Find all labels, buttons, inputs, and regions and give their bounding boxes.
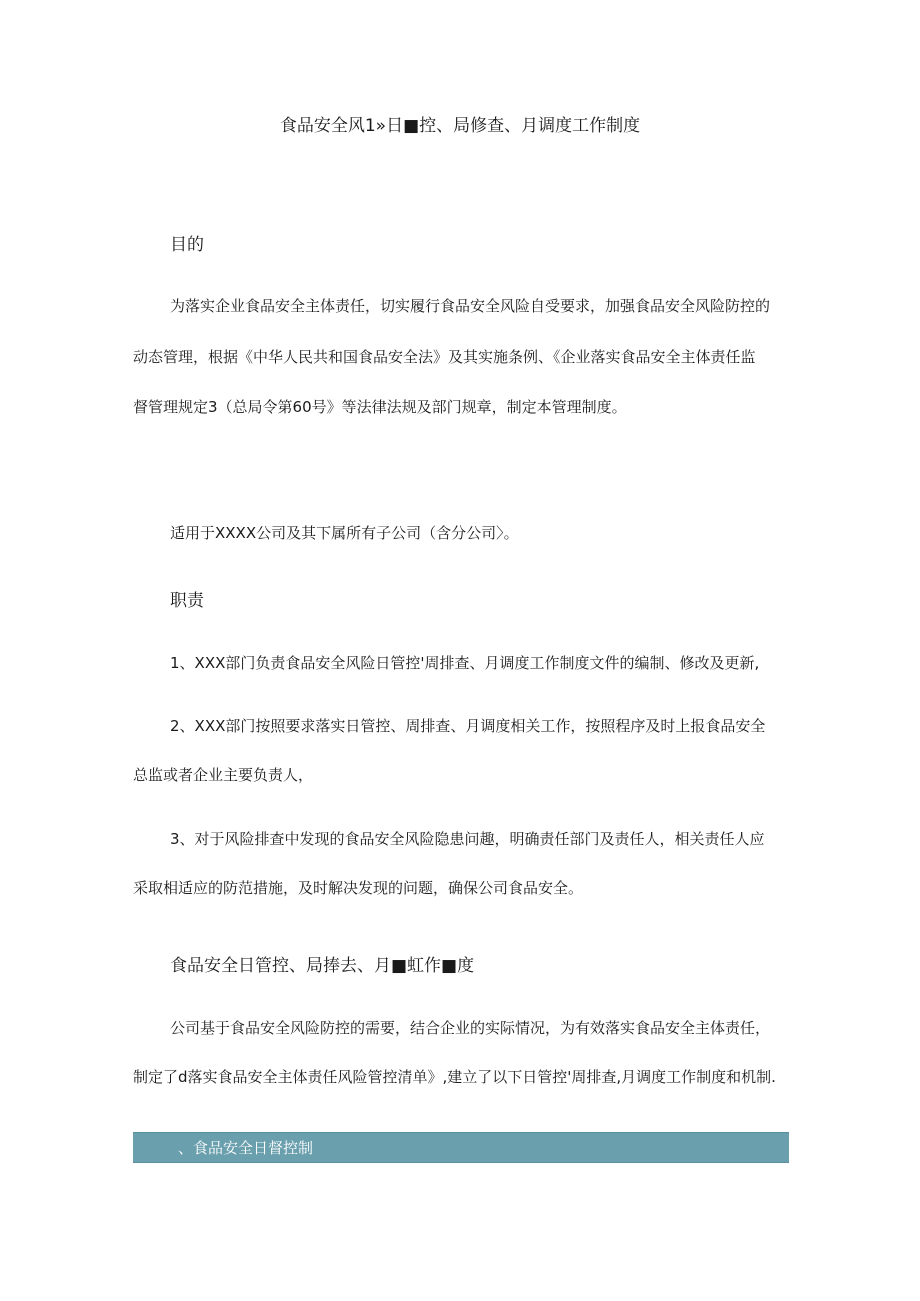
system-line-2: 制定了d落实食品安全主体责任风险管控清单》,建立了以下日管控'周排查,月调度工作制度和机制.	[133, 1068, 776, 1086]
duty-item-3-line-2: 采取相适应的防范措施，及时解决发现的问题，确保公司食品安全。	[133, 879, 584, 897]
purpose-line-1: 为落实企业食品安全主体责任，切实履行食品安全风险自受要求，加强食品安全风险防控的	[170, 297, 771, 315]
system-heading: 食品安全日管控、局捧去、月■虹作■度	[170, 956, 475, 976]
system-line-1: 公司基于食品安全风险防控的需要，结合企业的实际情况，为有效落实食品安全主体责任，	[170, 1019, 771, 1037]
document-title: 食品安全风1»日■控、局修查、月调度工作制度	[279, 116, 641, 136]
purpose-heading: 目的	[170, 235, 204, 255]
duty-item-1: 1、XXX部门负责食品安全风险日管控'周排查、月调度工作制度文件的编制、修改及更新,	[170, 654, 760, 672]
purpose-line-2: 动态管理，根据《中华人民共和国食品安全法》及其实施条例、《企业落实食品安全主体责任监	[133, 348, 756, 366]
duty-item-2-line-2: 总监或者企业主要负责人，	[133, 766, 314, 784]
section-bar-label: 、食品安全日督控制	[178, 1139, 314, 1157]
duty-item-2-line-1: 2、XXX部门按照要求落实日管控、周排查、月调度相关工作，按照程序及时上报食品安全	[170, 717, 766, 735]
scope-line: 适用于XXXX公司及其下属所有子公司（含分公司〉。	[170, 524, 519, 542]
duty-item-3-line-1: 3、对于风险排查中发现的食品安全风险隐患问趣，明确责任部门及责任人，相关责任人应	[170, 830, 765, 848]
section-bar	[133, 1132, 789, 1163]
duty-heading: 职责	[170, 591, 204, 611]
purpose-line-3: 督管理规定3（总局令第60号》等法律法规及部门规章，制定本管理制度。	[133, 398, 627, 416]
